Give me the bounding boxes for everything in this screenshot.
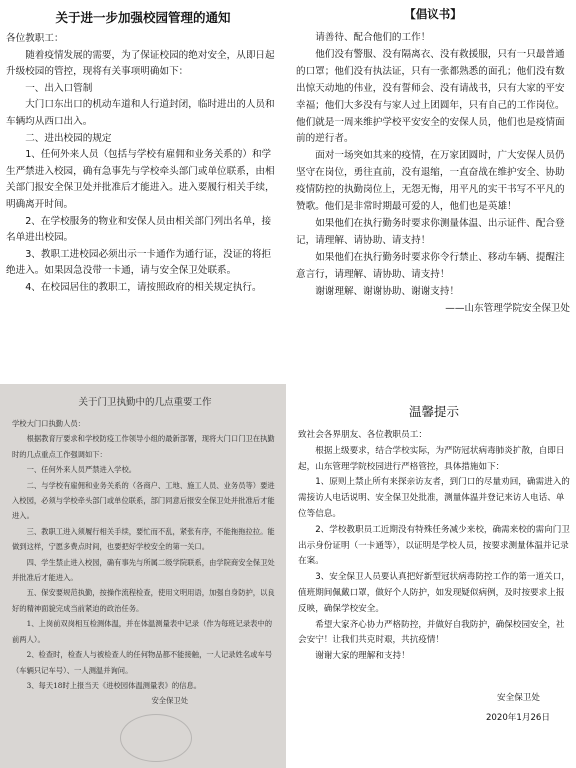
reminder-paragraph: 3、安全保卫人员要认真把好新型冠状病毒防控工作的第一道关口，值班期间佩戴口罩，做好个人防护，如发现疑似病例，及时按要求上报反映，确保学校安全。 <box>298 572 570 614</box>
proposal-paragraph: 请善待、配合他们的工作！ <box>315 32 431 43</box>
gate-signature: 安全保卫处 <box>151 696 188 706</box>
notice-heading-1: 一、出入口管制 <box>25 82 93 94</box>
notice-greeting: 各位教职工： <box>6 33 64 44</box>
proposal-title: 【倡议书】 <box>404 7 462 21</box>
reminder-paragraph: 2、学校教职员工近期没有特殊任务减少来校，确需来校的需向门卫出示身份证明（一卡通等），以证明是学校人员，按要求测量体温并记录在案。 <box>298 524 570 567</box>
gate-paragraph: 三、教职工进入须履行相关手续，要忙而不乱，紧张有序，不能拖拖拉拉。能做到这样，宁愿多费点时间，也要把好学校安全的第一关口。 <box>12 526 275 552</box>
reminder-date: 2020年1月26日 <box>485 712 550 723</box>
notice-panel <box>0 0 286 382</box>
reminder-panel <box>290 384 576 768</box>
reminder-paragraph: 希望大家齐心协力严格防控，并做好自我防护，确保校园安全，社会安宁！让我们共克时艰，共抗疫情！ <box>298 619 565 646</box>
notice-heading-2: 二、进出校园的规定 <box>25 132 112 144</box>
reminder-greeting: 致社会各界朋友、各位教职员工： <box>298 430 427 440</box>
notice-paragraph: 1、任何外来人员（包括与学校有雇佣和业务关系的）和学生严禁进入校园，确有急事先与学校牵头部门或单位联系，由相关部门报安全保卫处并批准后才能进入。进入要履行相关手续，明确离开时间。 <box>6 149 275 210</box>
reminder-signature: 安全保卫处 <box>497 692 540 703</box>
gate-paragraph: 二、与学校有雇佣和业务关系的（各商户、工地、施工人员、业务员等）要进入校园，必须与学校牵头部门或单位联系，部门同意后报安全保卫处并批准后才能进入。 <box>12 480 275 521</box>
reminder-paragraph: 1、原则上禁止所有来探亲访友者，到门口的尽量劝回，确需进入的需接访人电话说明、安全保卫处批准，测量体温并登记来访人电话、单位等信息。 <box>298 477 570 519</box>
reminder-title: 温馨提示 <box>408 404 459 419</box>
notice-paragraph: 大门口东出口的机动车道和人行道封闭，临时进出的人员和车辆均从西口出入。 <box>6 99 275 127</box>
proposal-paragraph: 面对一场突如其来的疫情，在万家团圆时，广大安保人员仍坚守在岗位，勇往直前，没有退缩，一直奋战在维护安全、协助疫情防控的执勤岗位上，无怨无悔，用平凡的实干书写不平凡的赞歌。他们是非常时期最可爱的人，他们也是英雄！ <box>296 150 565 213</box>
gate-paragraph: 四、学生禁止进入校园，确有事先与所属二级学院联系，由学院商安全保卫处并批准后才能进入。 <box>12 557 275 583</box>
proposal-paragraph: 他们没有警服、没有隔离衣、没有救援服，只有一只最普通的口罩；他们没有执法证，只有一张都熟悉的面孔；他们没有数出惊天动地的伟业，没有誓师会、没有请战书，只有大家的平安幸福；他们大多没有与家人过上团圆年，只有自己的工作岗位。他们就是一周来维护学校平安安全的安保人员，他们也是疫情面前的逆行者。 <box>296 48 565 145</box>
notice-paragraph: 2、在学校服务的物业和安保人员由相关部门列出名单，接名单进出校园。 <box>6 215 272 244</box>
gate-greeting: 学校大门口执勤人员： <box>12 419 85 428</box>
notice-paragraph: 随着疫情发展的需要，为了保证校园的绝对安全，从即日起升级校园的管控，现将有关事项明确如下： <box>6 49 275 78</box>
gate-duty-panel <box>0 384 286 768</box>
proposal-paragraph: 谢谢理解、谢谢协助、谢谢支持！ <box>315 285 460 297</box>
reminder-paragraph: 谢谢大家的理解和支持！ <box>315 651 410 662</box>
gate-paragraph: 3、每天18时上报当天《进校园体温测量表》的信息。 <box>26 680 202 690</box>
notice-title: 关于进一步加强校园管理的通知 <box>55 10 231 25</box>
reminder-paragraph: 根据上级要求，结合学校实际，为严防冠状病毒肺炎扩散，自即日起，山东管理学院校园进行严格管控，具体措施如下： <box>298 445 565 472</box>
proposal-paragraph: 如果他们在执行勤务时要求你令行禁止、移动车辆、提醒注意言行，请理解、请协助、请支持！ <box>296 251 565 280</box>
gate-paragraph: 五、保安要规范执勤，按操作流程检查，使用文明用语，加强自身防护，以良好的精神面貌完成当前紧迫的政治任务。 <box>12 588 275 613</box>
notice-paragraph: 3、教职工进校园必须出示一卡通作为通行证，没证的将拒绝进入。如果因急没带一卡通，请与安全保卫处联系。 <box>6 248 272 277</box>
proposal-panel <box>290 0 576 382</box>
gate-title: 关于门卫执勤中的几点重要工作 <box>78 397 212 408</box>
gate-paragraph: 一、任何外来人员严禁进入学校。 <box>26 465 137 475</box>
proposal-signature: ——山东管理学院安全保卫处 <box>445 302 570 314</box>
gate-paragraph: 根据教育厅要求和学校防疫工作领导小组的最新部署，现将大门口门卫在执勤时的几点重点工作强调如下： <box>12 434 275 459</box>
proposal-paragraph: 如果他们在执行勤务时要求你测量体温、出示证件、配合登记，请理解、请协助、请支持！ <box>296 217 565 246</box>
gate-paragraph: 1、上岗前双岗相互检测体温，并在体温测量表中记录（作为每班记录表中的前两人）。 <box>12 619 273 644</box>
gate-paragraph: 2、检查时，检查人与被检查人的任何物品都不能接触，一人记录姓名或车号（车辆只记车号）、一人测温并询问。 <box>12 650 273 675</box>
notice-paragraph: 4、在校园居住的教职工，请按照政府的相关规定执行。 <box>25 281 262 293</box>
official-seal-icon <box>120 714 192 762</box>
